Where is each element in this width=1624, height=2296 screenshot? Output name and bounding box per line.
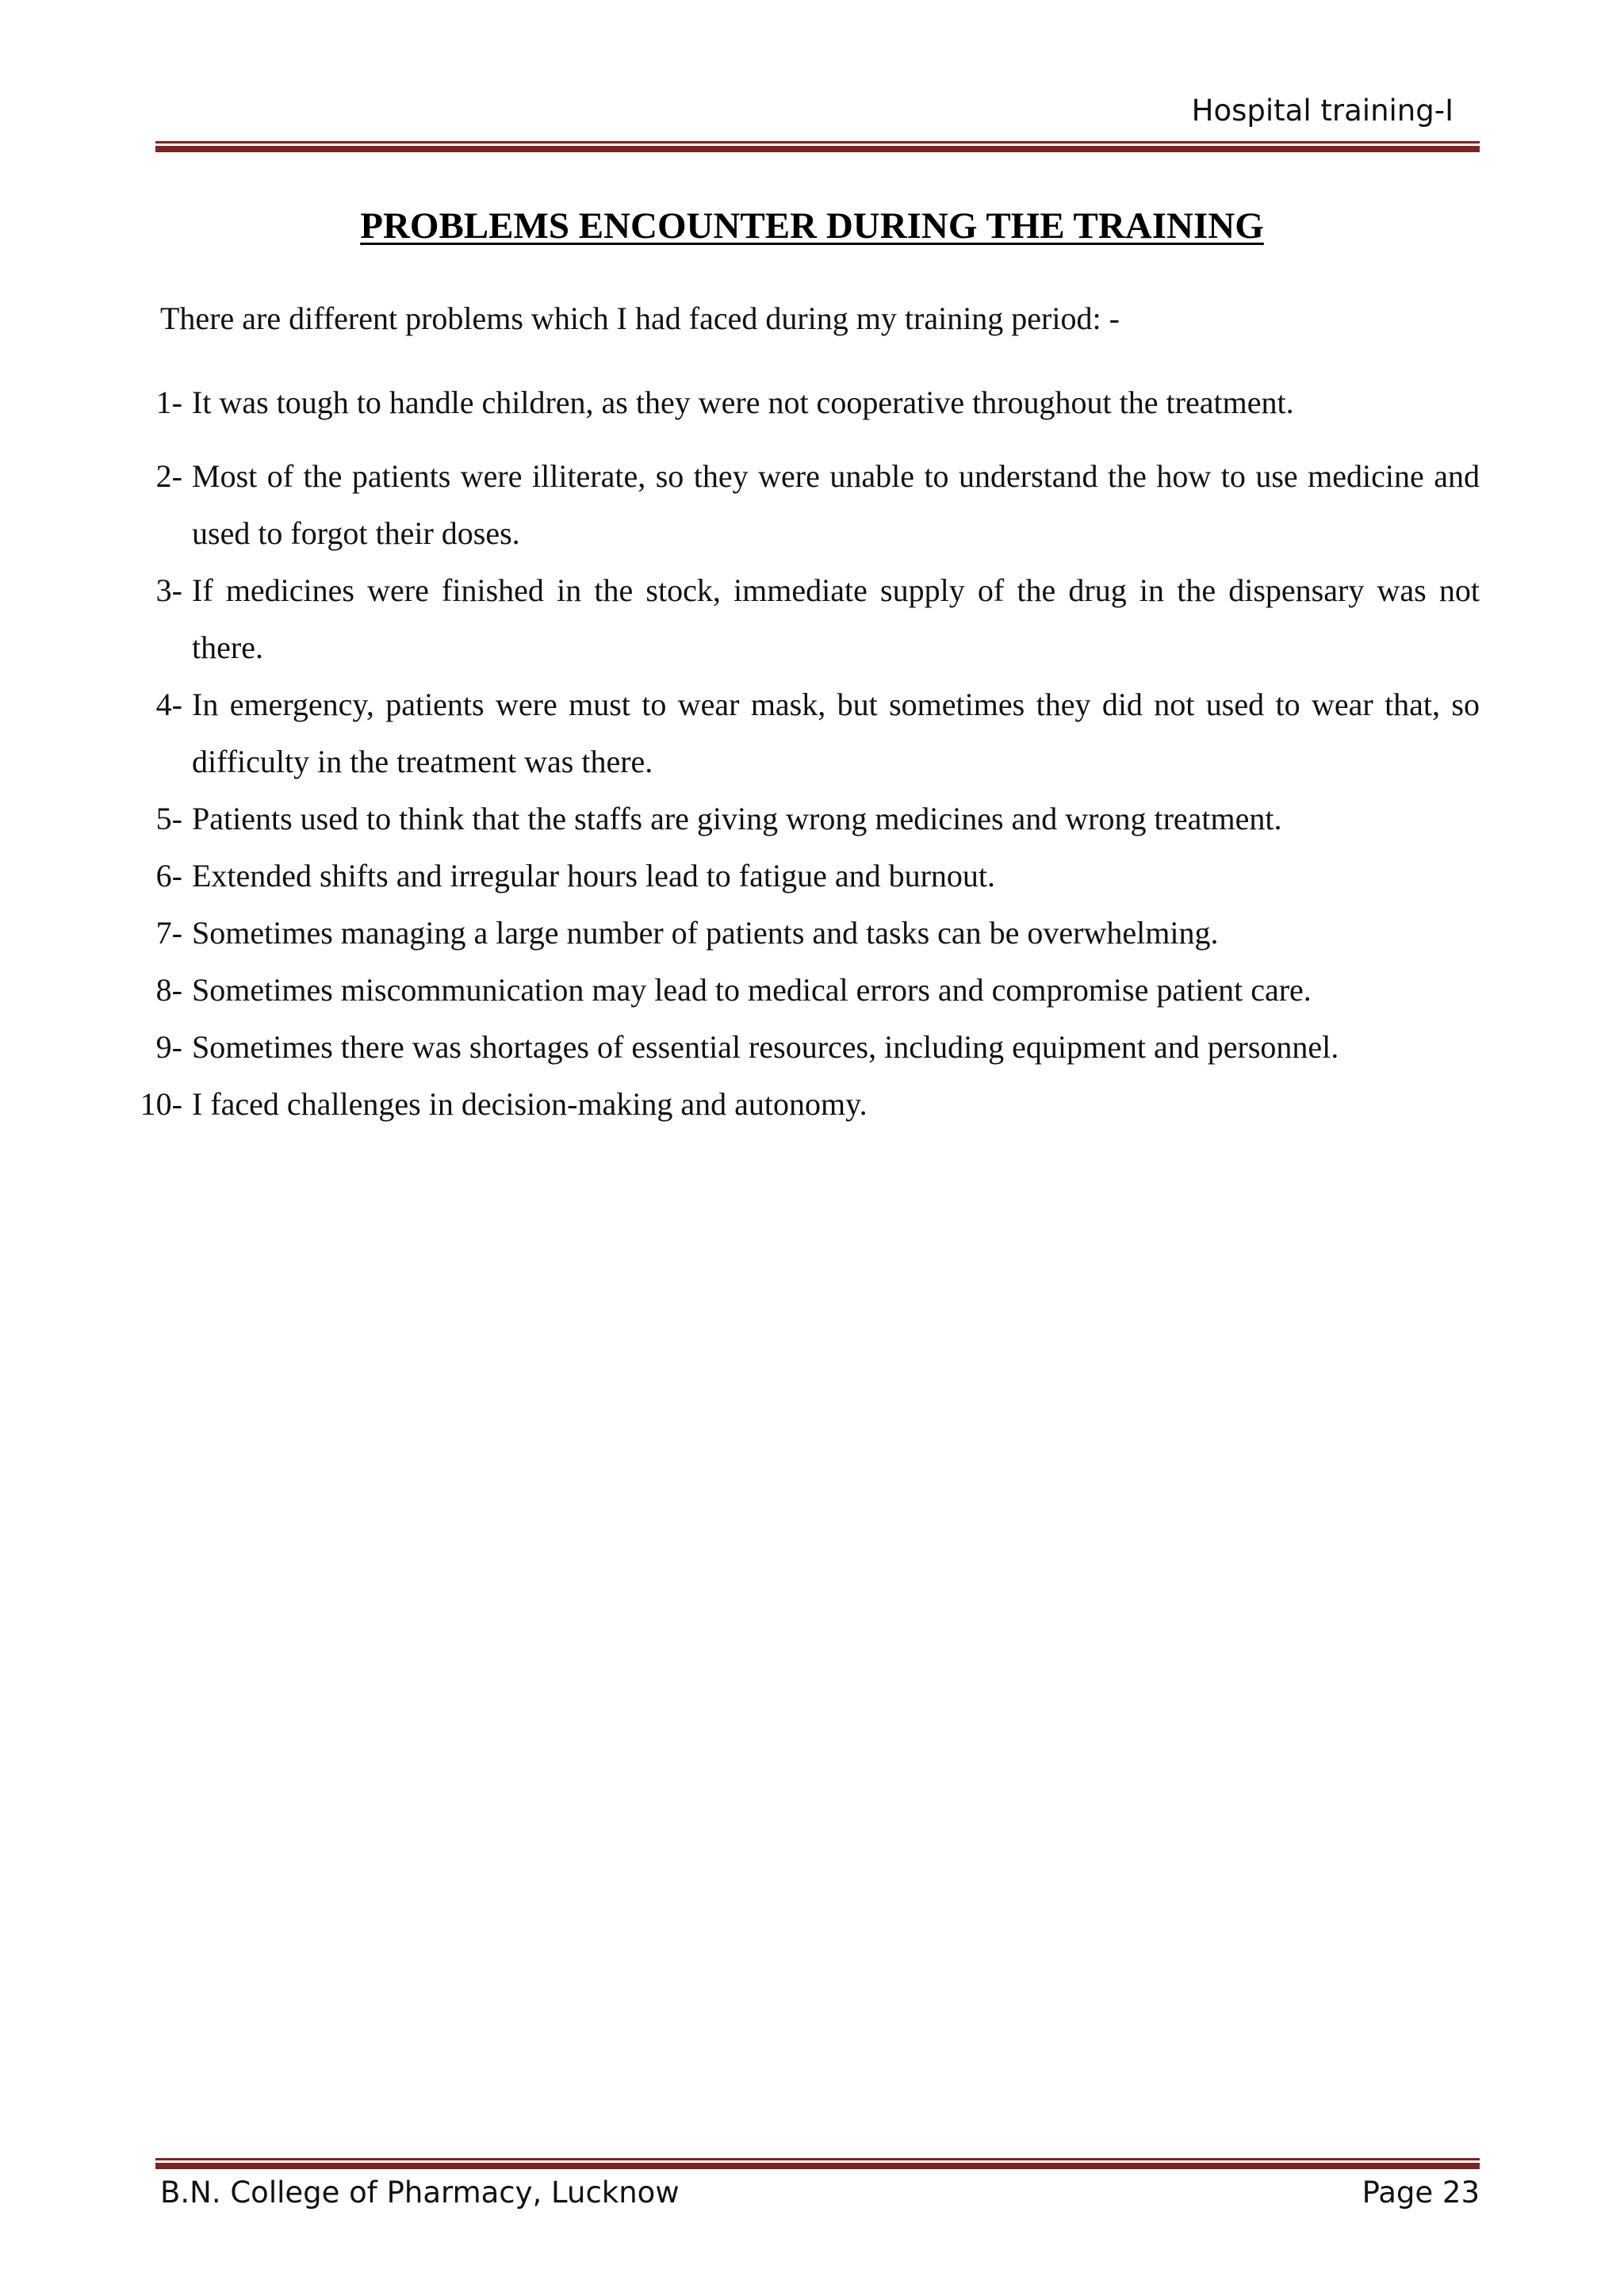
list-item-text: It was tough to handle children, as they were not cooperative throughout the treatment. <box>192 385 1294 420</box>
page-heading: PROBLEMS ENCOUNTER DURING THE TRAINING <box>360 205 1264 247</box>
list-item-number: 3- <box>155 572 182 608</box>
list-item-number: 5- <box>155 801 182 836</box>
running-header-title: Hospital training-I <box>1191 94 1454 128</box>
intro-paragraph: There are different problems which I had faced during my training period: - <box>160 300 1120 336</box>
footer-rule <box>155 2158 1480 2169</box>
list-item-number: 1- <box>155 385 182 420</box>
list-item-text: Extended shifts and irregular hours lead to fatigue and burnout. <box>192 858 996 894</box>
list-item-number: 2- <box>155 458 182 494</box>
list-item-text: Sometimes there was shortages of essential resources, including equipment and personnel. <box>192 1029 1339 1065</box>
list-item-text: Sometimes miscommunication may lead to medical errors and compromise patient care. <box>192 972 1312 1008</box>
list-item-text: I faced challenges in decision-making and autonomy. <box>192 1086 868 1122</box>
list-item-text: If medicines were finished in the stock, immediate supply of the drug in the dispensary was not there. <box>192 572 1480 665</box>
list-item-text: Sometimes managing a large number of patients and tasks can be overwhelming. <box>192 915 1219 951</box>
list-item-number: 4- <box>155 687 182 722</box>
list-item-text: Most of the patients were illiterate, so they were unable to understand the how to use medicine and used to forgot their doses. <box>192 458 1480 551</box>
list-item-text: Patients used to think that the staffs are giving wrong medicines and wrong treatment. <box>192 801 1282 836</box>
list-item-number: 9- <box>155 1029 182 1065</box>
page-number: Page 23 <box>1362 2175 1480 2210</box>
list-item-text: In emergency, patients were must to wear mask, but sometimes they did not used to wear that, so difficulty in the treatment was there. <box>192 687 1480 779</box>
footer-institution: B.N. College of Pharmacy, Lucknow <box>160 2175 680 2210</box>
header-rule <box>155 141 1480 152</box>
list-item-number: 7- <box>155 915 182 951</box>
list-item-number: 8- <box>155 972 182 1008</box>
list-item-number: 10- <box>140 1086 182 1122</box>
list-item-number: 6- <box>155 858 182 894</box>
